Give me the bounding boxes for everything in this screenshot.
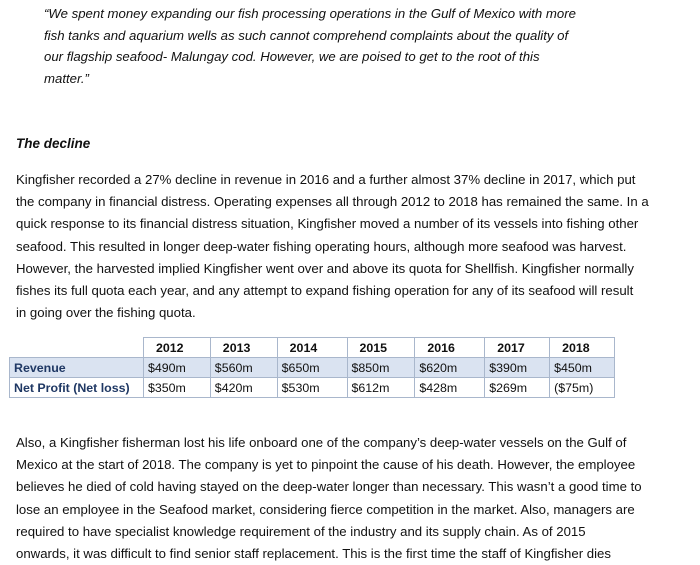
table-cell: $560m [210, 358, 277, 378]
financial-table [9, 337, 615, 398]
table-cell: $620m [415, 358, 485, 378]
paragraph-line: fishes its full quota each year, and any attempt to expand fishing operation for any of its seafood will result [16, 283, 634, 299]
table-row-revenue [10, 358, 615, 378]
paragraph-line: Mexico at the start of 2018. The company is yet to pinpoint the cause of his death. However, the employee [16, 457, 636, 473]
quote-line: our flagship seafood- Malungay cod. However, we are poised to get to the root of this [44, 49, 540, 64]
quote-line: fish tanks and aquarium wells as such cannot comprehend complaints about the quality of [44, 27, 569, 43]
quote-block [44, 3, 644, 89]
year-header: 2016 [415, 338, 485, 358]
year-header: 2014 [277, 338, 347, 358]
table-cell: $530m [277, 378, 347, 398]
paragraph-line: believes he died of cold having stayed on the deep-water longer than necessary. This wasn’t a good time to [16, 479, 642, 495]
paragraph-line: lose an employee in the Seafood market, considering fierce competition in the market. Also, managers are [16, 501, 635, 517]
table-cell: $390m [485, 358, 550, 378]
table-cell: $420m [210, 378, 277, 398]
table-cell: $850m [347, 358, 415, 378]
table-cell: $650m [277, 358, 347, 378]
row-label: Net Profit (Net loss) [10, 378, 144, 398]
table-cell: $428m [415, 378, 485, 398]
paragraph-line: quick response to its financial distress situation, Kingfisher moved a number of its vessels into fishing other [16, 216, 639, 232]
paragraph-line: required to have specialist knowledge requirement of the industry and its supply chain. As of 2015 [16, 523, 586, 539]
year-header: 2017 [485, 338, 550, 358]
year-header: 2012 [143, 338, 210, 358]
paragraph-line: Also, a Kingfisher fisherman lost his life onboard one of the company’s deep-water vessels on the Gulf of [16, 435, 627, 450]
paragraph-line: onwards, it was difficult to find senior staff replacement. This is the first time the staff of Kingfisher dies [16, 546, 611, 562]
paragraph-line: the company in financial distress. Operating expenses all through 2012 to 2018 has remained the same. In a [16, 194, 649, 210]
table-row-net-profit [10, 378, 615, 398]
table-cell: $450m [550, 358, 615, 378]
section-heading: The decline [16, 136, 91, 151]
year-header: 2015 [347, 338, 415, 358]
table-cell: $612m [347, 378, 415, 398]
paragraph-decline [16, 169, 694, 324]
year-header: 2013 [210, 338, 277, 358]
table-cell: $269m [485, 378, 550, 398]
paragraph-line: However, the harvested implied Kingfisher went over and above its quota for Shellfish. Kingfisher normally [16, 260, 634, 276]
paragraph-line: in going over the fishing quota. [16, 305, 196, 321]
paragraph-line: Kingfisher recorded a 27% decline in revenue in 2016 and a further almost 37% decline in 2017, which put [16, 172, 636, 187]
table-corner-cell [10, 338, 144, 358]
table-cell: $490m [143, 358, 210, 378]
paragraph-line: seafood. This resulted in longer deep-water fishing operating hours, although more seafood was harvest. [16, 238, 627, 254]
quote-line: matter.” [44, 70, 89, 86]
quote-line: “We spent money expanding our fish processing operations in the Gulf of Mexico with more [44, 6, 576, 21]
year-header: 2018 [550, 338, 615, 358]
paragraph-fisherman [16, 432, 694, 565]
table-cell: $350m [143, 378, 210, 398]
table-cell: ($75m) [550, 378, 615, 398]
row-label: Revenue [10, 358, 144, 378]
table-header-row [10, 338, 615, 358]
